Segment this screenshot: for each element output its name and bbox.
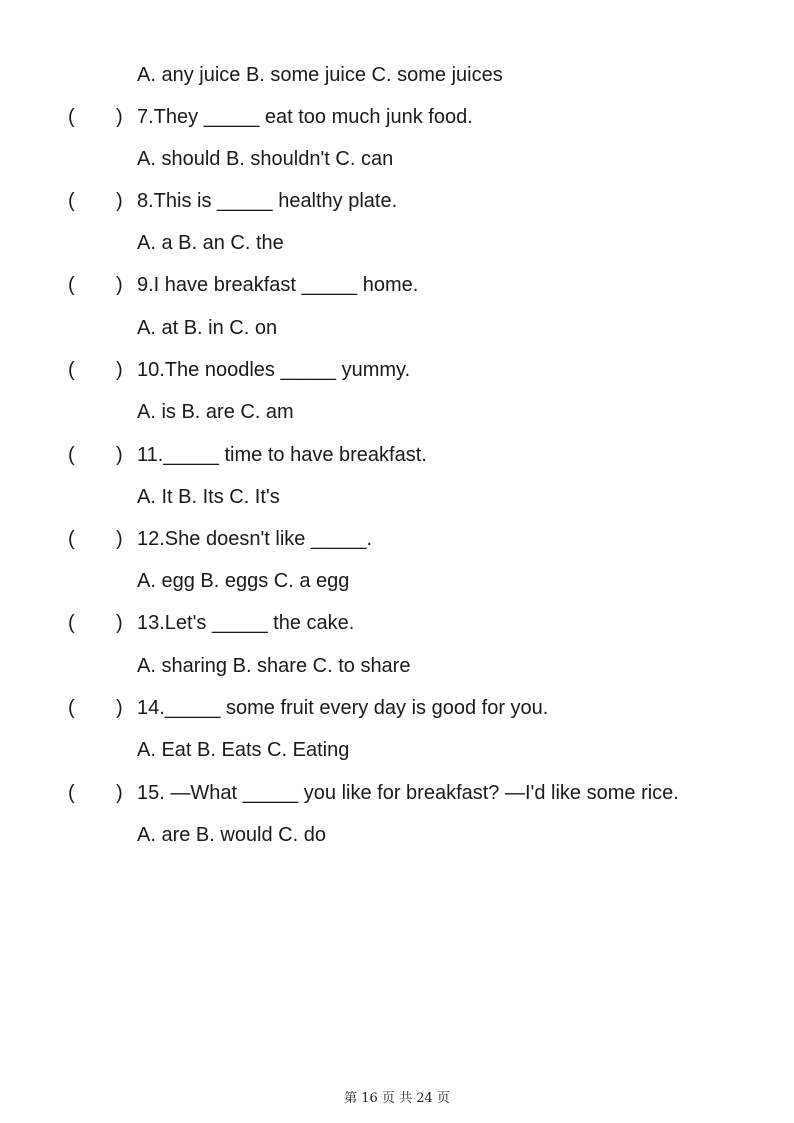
page-number-footer: 第 16 页 共 24 页 (344, 1091, 450, 1106)
question-stem: 9.I have breakfast _____ home. (137, 274, 419, 296)
options-text: A. sharing B. share C. to share (137, 655, 411, 677)
options-text: A. Eat B. Eats C. Eating (137, 739, 350, 761)
question-stem: 11._____ time to have breakfast. (137, 444, 427, 466)
question-stem: 12.She doesn't like _____. (137, 528, 373, 550)
answer-paren-close[interactable]: ) (116, 697, 123, 719)
answer-paren-open[interactable]: ( (68, 359, 75, 381)
answer-paren-close[interactable]: ) (116, 274, 123, 296)
answer-paren-close[interactable]: ) (116, 528, 123, 550)
answer-paren-open[interactable]: ( (68, 697, 75, 719)
answer-paren-open[interactable]: ( (68, 782, 75, 804)
question-stem: 7.They _____ eat too much junk food. (137, 106, 473, 128)
options-text: A. are B. would C. do (137, 824, 326, 846)
answer-paren-open[interactable]: ( (68, 106, 75, 128)
options-text: A. egg B. eggs C. a egg (137, 570, 350, 592)
question-stem: 8.This is _____ healthy plate. (137, 190, 398, 212)
answer-paren-close[interactable]: ) (116, 444, 123, 466)
answer-paren-close[interactable]: ) (116, 359, 123, 381)
answer-paren-close[interactable]: ) (116, 612, 123, 634)
answer-paren-close[interactable]: ) (116, 190, 123, 212)
options-text: A. any juice B. some juice C. some juices (137, 64, 503, 86)
question-stem: 13.Let's _____ the cake. (137, 612, 355, 634)
answer-paren-open[interactable]: ( (68, 612, 75, 634)
options-text: A. a B. an C. the (137, 232, 284, 254)
options-text: A. is B. are C. am (137, 401, 294, 423)
answer-paren-close[interactable]: ) (116, 106, 123, 128)
question-stem: 10.The noodles _____ yummy. (137, 359, 411, 381)
answer-paren-open[interactable]: ( (68, 274, 75, 296)
question-stem: 14._____ some fruit every day is good for you. (137, 697, 549, 719)
options-text: A. should B. shouldn't C. can (137, 148, 394, 170)
answer-paren-open[interactable]: ( (68, 528, 75, 550)
answer-paren-close[interactable]: ) (116, 782, 123, 804)
options-text: A. It B. Its C. It's (137, 486, 280, 508)
question-stem: 15. —What _____ you like for breakfast? —I'd like some rice. (137, 782, 679, 804)
answer-paren-open[interactable]: ( (68, 190, 75, 212)
answer-paren-open[interactable]: ( (68, 444, 75, 466)
options-text: A. at B. in C. on (137, 317, 278, 339)
